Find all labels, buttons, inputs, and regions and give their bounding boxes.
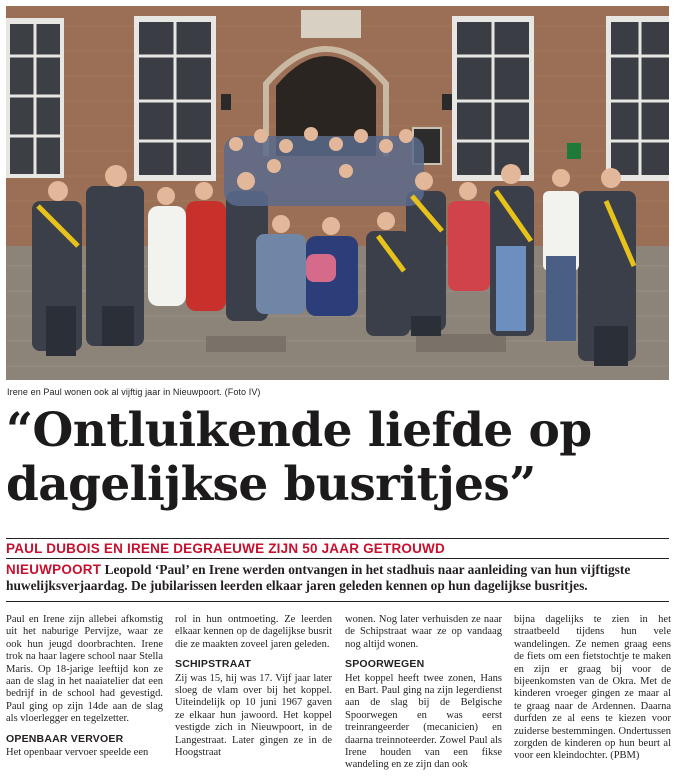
lead-text: Leopold ‘Paul’ en Irene werden ontvangen in het stadhuis naar aanleiding van hun vijftigste huwelijksverjaardag. De jubilarissen leerden elkaar jaren geleden kennen op hun dagelijkse busritjes. bbox=[6, 562, 631, 593]
photo-caption: Irene en Paul wonen ook al vijftig jaar in Nieuwpoort. (Foto IV) bbox=[7, 387, 261, 397]
dateline-place: NIEUWPOORT bbox=[6, 562, 102, 577]
headline-line-1: “Ontluikende liefde op bbox=[6, 403, 592, 458]
group-photo-illustration bbox=[6, 6, 669, 380]
paragraph: Het openbaar vervoer speelde een bbox=[6, 747, 149, 759]
text-column-3 bbox=[345, 614, 502, 772]
text-column-1 bbox=[6, 614, 163, 759]
text-column-4 bbox=[514, 614, 671, 763]
article-headline bbox=[6, 404, 671, 512]
section-heading-spoorwegen: SPOORWEGEN bbox=[345, 658, 425, 671]
article-subhead: PAUL DUBOIS EN IRENE DEGRAEUWE ZIJN 50 JAAR GETROUWD bbox=[6, 541, 445, 556]
paragraph: wonen. Nog later verhuisden ze naar de Schipstraat waar ze op vandaag nog altijd wonen. bbox=[345, 614, 502, 650]
text-column-2 bbox=[175, 614, 332, 759]
article-lead bbox=[6, 562, 669, 594]
paragraph: Paul en Irene zijn allebei afkomstig uit het naburige Pervijze, waar ze ook hun jeugd doorbrachten. Irene trok na haar lagere school naar Stella Maris. Op 18-jarige leeftijd kon ze aan de slag in het naaiatelier dat een bedrijf in de school had gevestigd. Paul ging op zijn 14de aan de slag als vloerlegger en tegelzetter. bbox=[6, 614, 163, 725]
divider-middle bbox=[6, 558, 669, 559]
group-photo bbox=[6, 6, 669, 380]
headline-line-2: dagelijkse busritjes” bbox=[6, 457, 536, 512]
divider-top bbox=[6, 538, 669, 539]
paragraph: bijna dagelijks te zien in het straatbeeld tijdens hun vele wandelingen. Ze nemen graag eens de fiets om een fietstochtje te maken en zijn er graag bij voor de bijeenkomsten van de Okra. Met de kinderen vroeger gingen ze maar al te graag naar de Ardennen. Daarna durfden ze al eens te kiezen voor zuiderse bestemmingen. Ondertussen zorgden de kinderen op hun beurt al voor een kleindochter. (PBM) bbox=[514, 614, 671, 762]
paragraph: rol in hun ontmoeting. Ze leerden elkaar kennen op de dagelijkse busrit die ze maakten zoveel jaren geleden. bbox=[175, 614, 332, 650]
divider-bottom bbox=[6, 601, 669, 602]
paragraph: Het koppel heeft twee zonen, Hans en Bart. Paul ging na zijn legerdienst aan de slag bij de Belgische Spoorwegen en was eerst treinrangeerder (mecanicien) en daarna treinnoteerder. Zowel Paul als Irene houden van een fikse wandeling en ze zijn dan ook bbox=[345, 672, 502, 771]
section-heading-schipstraat: SCHIPSTRAAT bbox=[175, 658, 252, 671]
section-heading-openbaar-vervoer: OPENBAAR VERVOER bbox=[6, 732, 124, 745]
paragraph: Zij was 15, hij was 17. Vijf jaar later sloeg de vlam over bij het koppel. Uiteindelijk op 10 juni 1967 gaven ze elkaar hun jawoord. Het koppel vestigde zich in Nieuwpoort, in de Langestraat. Later gingen ze in de Hoogstraat bbox=[175, 672, 332, 759]
